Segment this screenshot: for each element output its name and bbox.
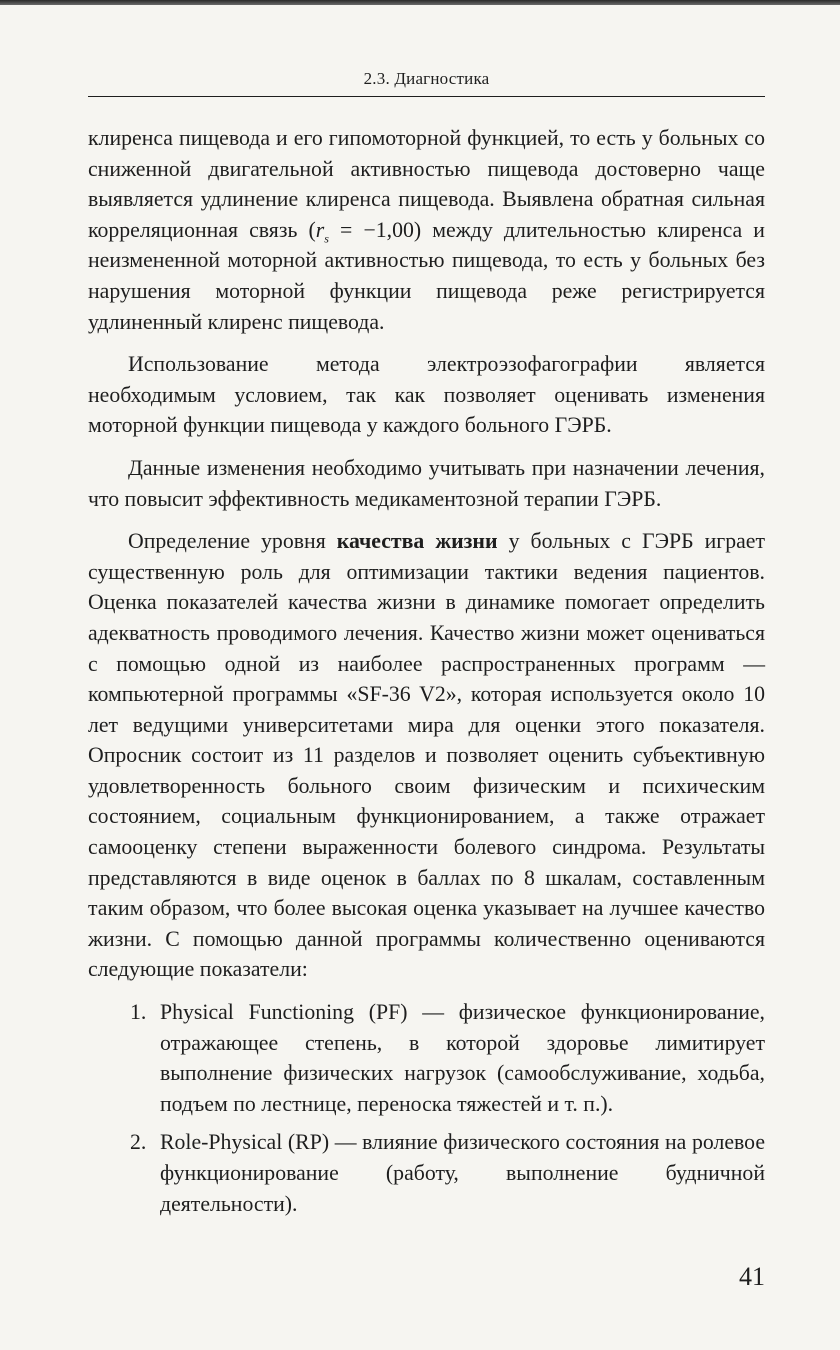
list-number: 1. — [130, 1000, 147, 1025]
list-item — [88, 1127, 765, 1219]
paragraph-text: клиренса пищевода и его гипомоторной функцией, то есть у больных со сниженной двигательной активностью пищевода достоверно чаще выявляется удлинение клиренса пищевода. Выявлена обратная сильная корреляционная связь ( — [88, 126, 765, 242]
formula-value: = −1,00 — [328, 217, 414, 242]
indicator-list — [88, 997, 765, 1219]
paragraph-clearance — [88, 123, 765, 337]
formula-subscript: s — [324, 231, 329, 246]
paragraph-treatment: Данные изменения необходимо учитывать при назначении лечения, что повысит эффективность медикаментозной терапии ГЭРБ. — [88, 455, 765, 511]
correlation-formula — [315, 217, 329, 246]
bold-term: качества жизни — [336, 529, 498, 554]
list-item — [88, 997, 765, 1119]
page-number: 41 — [739, 1262, 765, 1291]
paragraph-text: Определение уровня — [128, 529, 337, 554]
list-text: Role-Physical (RP) — влияние физического состояния на ролевое функционирование (работу, выполнение будничной деятельности). — [160, 1130, 765, 1216]
body-text — [88, 123, 765, 1219]
paragraph-electroesophagography: Использование метода электроэзофагографии является необходимым условием, так как позволяет оценивать изменения моторной функции пищевода у каждого больного ГЭРБ. — [88, 352, 765, 438]
paragraph-text: у больных с ГЭРБ играет существенную роль для оптимизации тактики ведения пациентов. Оценка показателей качества жизни в динамике помогает определить адекватность проводимого лечения. Качество жизни может оцениваться с помощью одной из наиболее распространенных программ — компьютерной программы «SF-36 V2», которая используется около 10 лет ведущими университетами мира для оценки этого показателя. Опросник состоит из 11 разделов и позволяет оценить субъективную удовлетворенность больного своим физическим и психическим состоянием, социальным функционированием, а также отражает самооценку степени выраженности болевого синдрома. Результаты представляются в виде оценок в баллах по 8 шкалам, составленным таким образом, что более высокая оценка указывает на лучшее качество жизни. С помощью данной программы количественно оцениваются следующие показатели: — [88, 529, 765, 982]
page-top-edge — [0, 0, 840, 5]
paragraph-text: ) между длительностью клиренса и неизмененной моторной активностью пищевода, то есть у больных без нарушения моторной функции пищевода реже регистрируется удлиненный клиренс пищевода. — [88, 217, 765, 334]
list-number: 2. — [130, 1130, 147, 1155]
running-head: 2.3. Диагностика — [363, 69, 490, 88]
header-rule — [88, 96, 765, 97]
paragraph-quality-of-life — [88, 526, 765, 985]
list-text: Physical Functioning (PF) — физическое функционирование, отражающее степень, в которой здоровье лимитирует выполнение физических нагрузок (самообслуживание, ходьба, подъем по лестнице, переноска тяжестей и т. п.). — [160, 1000, 765, 1116]
book-page — [88, 64, 765, 1227]
formula-variable: r — [315, 217, 325, 242]
